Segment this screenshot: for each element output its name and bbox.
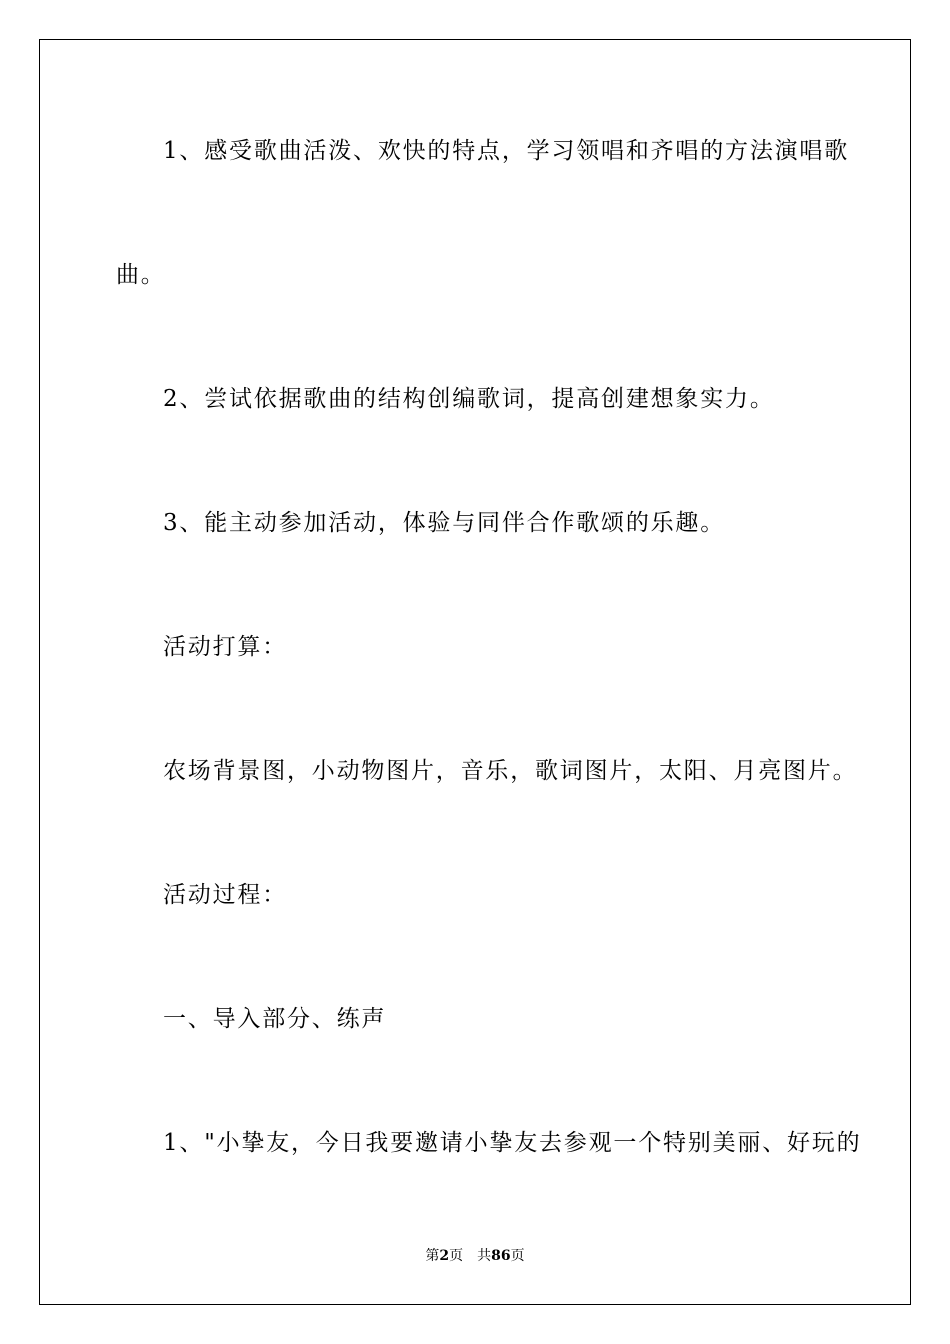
paragraph-step-1: 1、"小挚友，今日我要邀请小挚友去参观一个特别美丽、好玩的 <box>163 1130 862 1156</box>
paragraph-materials: 农场背景图，小动物图片，音乐，歌词图片，太阳、月亮图片。 <box>163 758 858 784</box>
paragraph-goal-1-continued: 曲。 <box>116 262 166 288</box>
paragraph-goal-1: 1、感受歌曲活泼、欢快的特点，学习领唱和齐唱的方法演唱歌 <box>163 138 850 164</box>
paragraph-goal-3: 3、能主动参加活动，体验与同伴合作歌颂的乐趣。 <box>163 510 726 536</box>
heading-activity-preparation: 活动打算： <box>163 634 287 660</box>
page-border <box>39 39 911 1305</box>
footer-total-number: 86 <box>491 1248 511 1264</box>
footer-page-prefix: 第 <box>425 1248 440 1264</box>
footer-page-number: 2 <box>439 1248 450 1264</box>
page-footer <box>0 1246 950 1266</box>
paragraph-goal-2: 2、尝试依据歌曲的结构创编歌词，提高创建想象实力。 <box>163 386 775 412</box>
footer-total-suffix: 页 <box>510 1248 525 1264</box>
footer-page-suffix: 页 <box>449 1248 464 1264</box>
footer-total-prefix: 共 <box>477 1248 492 1264</box>
heading-section-one: 一、导入部分、练声 <box>163 1006 387 1032</box>
heading-activity-process: 活动过程： <box>163 882 287 908</box>
